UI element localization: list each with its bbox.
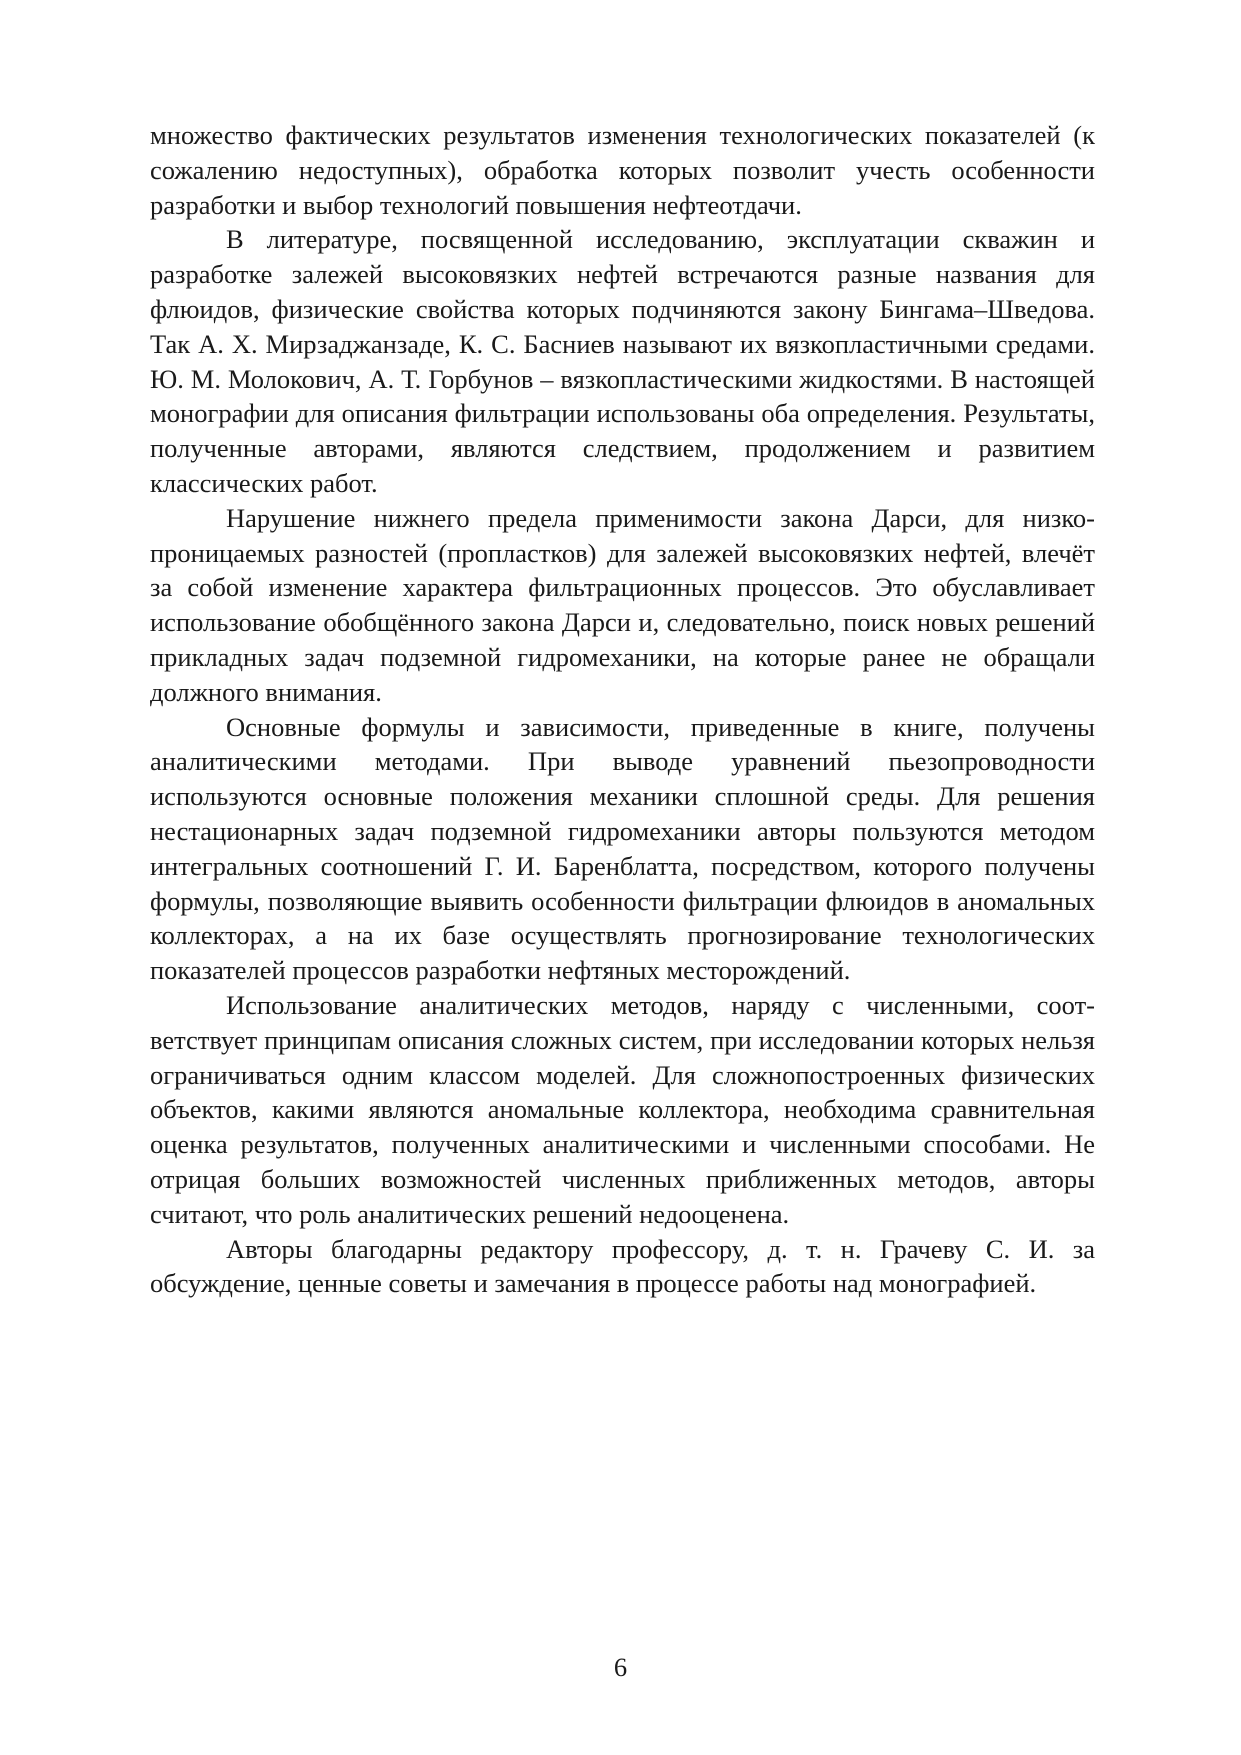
paragraph-acknowledgements: Авторы благодарны редактору профессору, д. т. н. Грачеву С. И. за обсуждение, ценные советы и замечания в процессе работы над монографией. [150, 1233, 1095, 1299]
page-number: 6 [613, 1652, 628, 1682]
paragraph-continuation: множество фактических результатов изменения технологических показателей (к сожалению недоступных), обработка которых позволит учесть особенности разработки и выбор технологий повышения нефтеотдачи. [150, 120, 1095, 220]
paragraph-analytical-methods: Основные формулы и зависимости, приведенные в книге, получены аналитическими методами. При выводе уравнений пьезопроводности используются основные положения механики сплошной среды. Для решения нестационарных задач подземной гидромеханики авторы пользуются методом интегральных соотношений Г. И. Баренблатта, посредством, которого получены формулы, позволяющие выявить особенности фильтрации флюидов в аномальных коллекторах, а на их базе осуществлять прогнозирование технологических показателей процессов разработки нефтяных месторождений. [150, 711, 1095, 986]
paragraph-darcy-violation: Нарушение нижнего предела применимости закона Дарси, для низкопроницаемых разностей (пропластков) для залежей высоковязких нефтей, влечёт за собой изменение характера фильтрационных процессов. Это обуславливает использование обобщённого закона Дарси и, следовательно, поиск новых решений прикладных задач подземной гидромеханики, на которые ранее не обращали должного внимания. [150, 502, 1095, 707]
paragraph-numerical-methods: Использование аналитических методов, наряду с численными, соответствует принципам описания сложных систем, при исследовании которых нельзя ограничиваться одним классом моделей. Для сложнопостроенных физических объектов, какими являются аномальные коллектора, необходима сравнительная оценка результатов, полученных аналитическими и численными способами. Не отрицая больших возможностей численных приближенных методов, авторы считают, что роль аналитических решений недооценена. [150, 989, 1095, 1229]
paragraph-literature-terms: В литературе, посвященной исследованию, эксплуатации скважин и разработке залежей высоковязких нефтей встречаются разные названия для флюидов, физические свойства которых подчиняются закону Бингама–Шведова. Так А. Х. Мирзаджанзаде, К. С. Басниев называют их вязкопластичными средами. Ю. М. Молокович, А. Т. Горбунов – вязкопластическими жидкостями. В настоящей монографии для описания фильтрации использованы оба определения. Результаты, полученные авторами, являются следствием, продолжением и развитием классических работ. [150, 224, 1095, 498]
body-text [150, 118, 1095, 1301]
